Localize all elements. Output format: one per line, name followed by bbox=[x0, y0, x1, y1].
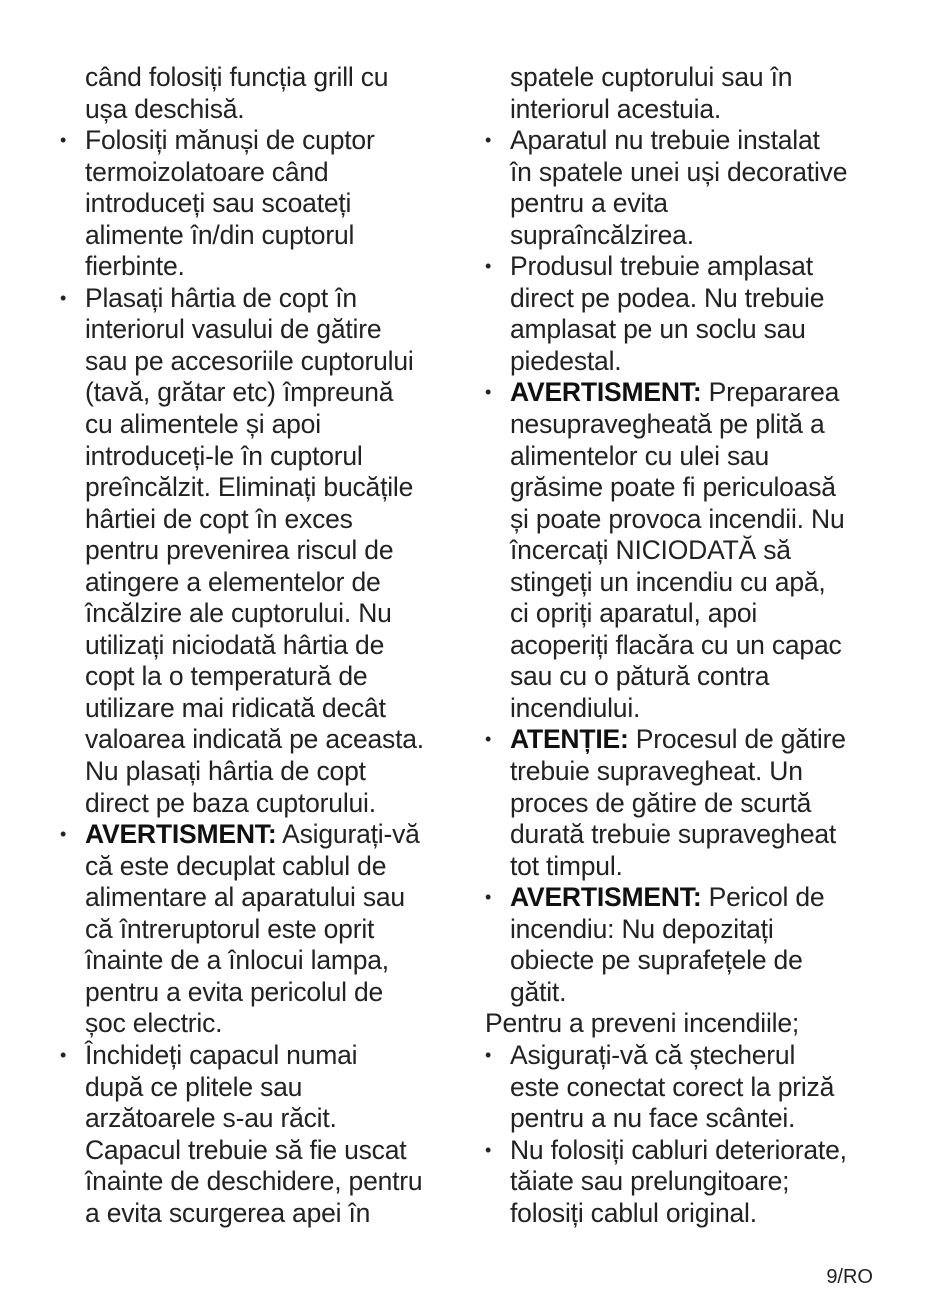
text-line: pentru a evita bbox=[510, 188, 668, 219]
text-line: incendiu: Nu depozitați bbox=[510, 913, 774, 944]
bullet-item bbox=[485, 724, 925, 882]
text-line: direct pe podea. Nu trebuie bbox=[510, 282, 825, 313]
text-paragraph bbox=[60, 62, 460, 125]
warning-label: AVERTISMENT: bbox=[85, 819, 277, 850]
text-line: nesupravegheată pe plită a bbox=[510, 409, 825, 440]
text-line: ci opriți aparatul, apoi bbox=[510, 598, 758, 629]
text-line: proces de gătire de scurtă bbox=[510, 787, 812, 818]
text-line: grăsime poate fi periculoasă bbox=[510, 472, 836, 503]
text-line: tot timpul. bbox=[510, 850, 623, 881]
bullet-item bbox=[485, 1040, 925, 1135]
warning-text: Procesul de gătire bbox=[628, 724, 846, 755]
text-line: Nu plasați hârtia de copt bbox=[85, 756, 366, 787]
text-line: că întreruptorul este oprit bbox=[85, 913, 375, 944]
text-line: piedestal. bbox=[510, 345, 622, 376]
warning-text: Asigurați-vă bbox=[276, 819, 420, 850]
text-line: a evita scurgerea apei în bbox=[85, 1197, 371, 1228]
text-line: preîncălzit. Eliminați bucățile bbox=[85, 472, 414, 503]
text-line: • Închideți capacul numai bbox=[85, 1039, 358, 1070]
text-line: amplasat pe un soclu sau bbox=[510, 314, 806, 345]
text-line: gătit. bbox=[510, 976, 567, 1007]
text-line: ușa deschisă. bbox=[85, 93, 245, 124]
text-line: înainte de deschidere, pentru bbox=[85, 1166, 423, 1197]
text-line: alimente în/din cuptorul bbox=[85, 219, 355, 250]
text-line bbox=[85, 819, 460, 851]
warning-text: Prepararea bbox=[701, 377, 840, 408]
text-line: stingeți un incendiu cu apă, bbox=[510, 566, 826, 597]
bullet-item bbox=[485, 882, 925, 1008]
text-line: • Aparatul nu trebuie instalat bbox=[510, 125, 820, 156]
text-line: Capacul trebuie să fie uscat bbox=[85, 1134, 407, 1165]
text-line: Pentru a preveni incendiile; bbox=[485, 1008, 800, 1039]
text-line: interiorul acestuia. bbox=[510, 93, 722, 124]
text-line: și poate provoca incendii. Nu bbox=[510, 503, 845, 534]
text-line: după ce plitele sau bbox=[85, 1071, 303, 1102]
text-line: pentru prevenirea riscul de bbox=[85, 535, 394, 566]
text-line: șoc electric. bbox=[85, 1008, 223, 1039]
text-line: este conectat corect la priză bbox=[510, 1071, 835, 1102]
text-line: incendiului. bbox=[510, 692, 641, 723]
text-line: supraîncălzirea. bbox=[510, 219, 694, 250]
text-line: atingere a elementelor de bbox=[85, 566, 381, 597]
text-line: • Asigurați-vă că ștecherul bbox=[510, 1039, 796, 1070]
text-line: sau cu o pătură contra bbox=[510, 661, 770, 692]
warning-label: AVERTISMENT: bbox=[510, 882, 702, 913]
right-column bbox=[485, 62, 925, 1229]
text-line: interiorul vasului de gătire bbox=[85, 314, 382, 345]
text-line: alimentare al aparatului sau bbox=[85, 882, 405, 913]
text-line: acoperiți flacăra cu un capac bbox=[510, 629, 842, 660]
text-line: încercați NICIODATĂ să bbox=[510, 535, 791, 566]
text-line: • Produsul trebuie amplasat bbox=[510, 251, 813, 282]
bullet-item bbox=[485, 251, 925, 377]
text-line: trebuie supravegheat. Un bbox=[510, 756, 803, 787]
bullet-item bbox=[485, 125, 925, 251]
text-line bbox=[510, 882, 925, 914]
bullet-item bbox=[60, 125, 460, 283]
text-line: fierbinte. bbox=[85, 251, 185, 282]
text-line: durată trebuie supravegheat bbox=[510, 819, 837, 850]
text-line: cu alimentele și apoi bbox=[85, 409, 321, 440]
text-line: sau pe accesoriile cuptorului bbox=[85, 345, 414, 376]
text-line: • Nu folosiți cabluri deteriorate, bbox=[510, 1134, 847, 1165]
text-line: • Folosiți mănuși de cuptor bbox=[85, 125, 375, 156]
text-line: arzătoarele s-au răcit. bbox=[85, 1103, 337, 1134]
text-line: termoizolatoare când bbox=[85, 156, 329, 187]
text-paragraph bbox=[485, 62, 925, 125]
text-line: copt la o temperatură de bbox=[85, 661, 368, 692]
text-line: direct pe baza cuptorului. bbox=[85, 787, 376, 818]
bullet-item bbox=[485, 1135, 925, 1230]
text-line: alimentelor cu ulei sau bbox=[510, 440, 770, 471]
text-line: în spatele unei uși decorative bbox=[510, 156, 848, 187]
text-line: încălzire ale cuptorului. Nu bbox=[85, 598, 392, 629]
bullet-item bbox=[485, 377, 925, 724]
text-line bbox=[510, 377, 925, 409]
text-line: că este decuplat cablul de bbox=[85, 850, 387, 881]
text-line: când folosiți funcția grill cu bbox=[85, 62, 389, 92]
bullet-item bbox=[60, 283, 460, 819]
text-line: hârtiei de copt în exces bbox=[85, 503, 353, 534]
warning-text: Pericol de bbox=[701, 882, 825, 913]
text-line: folosiți cablul original. bbox=[510, 1197, 757, 1228]
text-line: (tavă, grătar etc) împreună bbox=[85, 377, 394, 408]
text-line: obiecte pe suprafețele de bbox=[510, 945, 803, 976]
bullet-item bbox=[60, 819, 460, 1040]
text-line: introduceți-le în cuptorul bbox=[85, 440, 363, 471]
text-line: • Plasați hârtia de copt în bbox=[85, 282, 357, 313]
left-column bbox=[60, 62, 460, 1229]
text-line: tăiate sau prelungitoare; bbox=[510, 1166, 790, 1197]
warning-label: ATENȚIE: bbox=[510, 724, 629, 755]
text-line: valoarea indicată pe aceasta. bbox=[85, 724, 424, 755]
text-line: pentru a evita pericolul de bbox=[85, 976, 384, 1007]
text-line: utilizare mai ridicată decât bbox=[85, 692, 386, 723]
text-line: utilizați niciodată hârtia de bbox=[85, 629, 385, 660]
text-line: pentru a nu face scântei. bbox=[510, 1103, 796, 1134]
warning-label: AVERTISMENT: bbox=[510, 377, 702, 408]
bullet-item bbox=[60, 1040, 460, 1229]
text-line: înainte de a înlocui lampa, bbox=[85, 945, 389, 976]
text-line: spatele cuptorului sau în bbox=[510, 62, 793, 92]
text-line bbox=[510, 724, 925, 756]
text-line: introduceți sau scoateți bbox=[85, 188, 352, 219]
page-number: 9/RO bbox=[826, 1266, 873, 1288]
text-paragraph bbox=[485, 1008, 925, 1040]
